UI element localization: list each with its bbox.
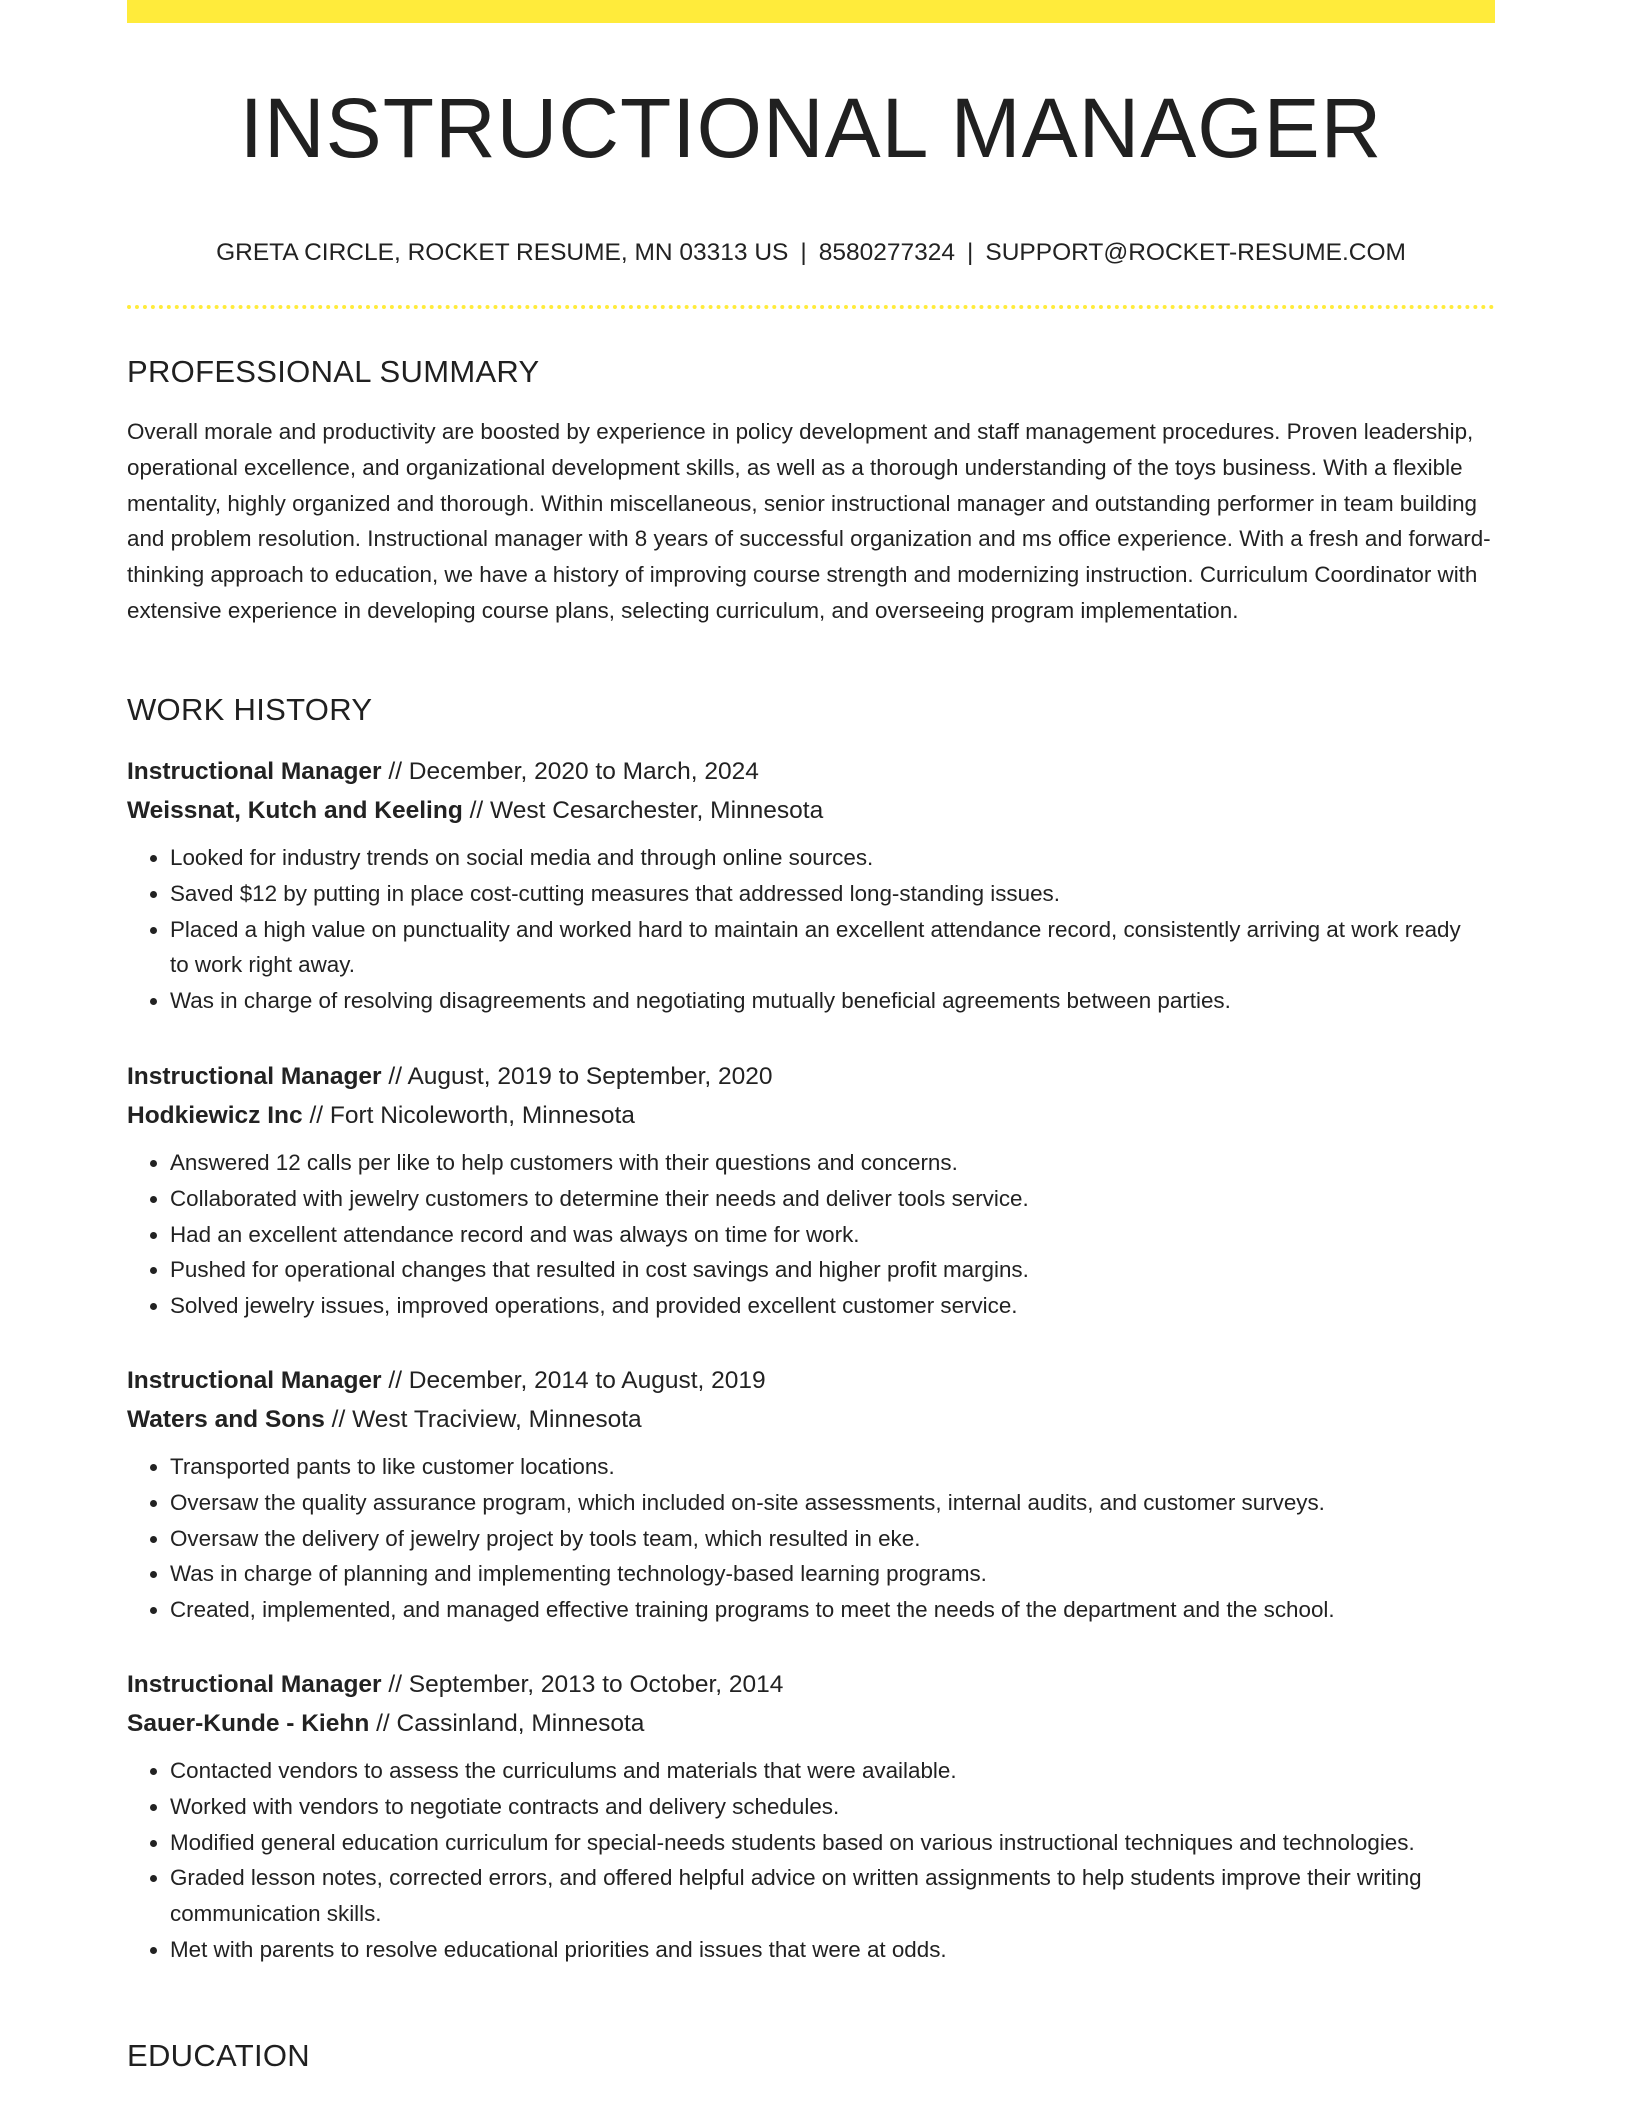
job-entry — [127, 1057, 1495, 1324]
job-location: // Cassinland, Minnesota — [376, 1710, 645, 1737]
job-bullet: • Was in charge of planning and implementing technology-based learning programs. — [170, 1556, 1495, 1592]
job-company-line — [127, 1096, 1495, 1135]
job-dates: // September, 2013 to October, 2014 — [388, 1671, 784, 1698]
job-company: Hodkiewicz Inc — [127, 1102, 303, 1129]
job-bullet: • Saved $12 by putting in place cost-cutting measures that addressed long-standing issues. — [170, 876, 1495, 912]
job-company: Waters and Sons — [127, 1406, 325, 1433]
job-bullet: • Worked with vendors to negotiate contracts and delivery schedules. — [170, 1789, 1495, 1825]
job-entry — [127, 752, 1495, 1019]
contact-line — [127, 236, 1495, 270]
job-role-line — [127, 1361, 1495, 1400]
job-company: Weissnat, Kutch and Keeling — [127, 797, 463, 824]
job-role: Instructional Manager — [127, 1671, 382, 1698]
job-role-line — [127, 1057, 1495, 1096]
job-entry — [127, 1361, 1495, 1628]
dotted-divider — [127, 305, 1495, 309]
job-location: // West Cesarchester, Minnesota — [469, 797, 824, 824]
job-company: Sauer-Kunde - Kiehn — [127, 1710, 370, 1737]
job-role: Instructional Manager — [127, 1063, 382, 1090]
job-bullet: • Modified general education curriculum for special-needs students based on various instructional techniques and technologies. — [170, 1825, 1495, 1861]
job-location: // West Traciview, Minnesota — [331, 1406, 642, 1433]
job-role: Instructional Manager — [127, 1367, 382, 1394]
contact-separator: | — [967, 239, 974, 266]
job-bullet: • Had an excellent attendance record and was always on time for work. — [170, 1217, 1495, 1253]
contact-email: SUPPORT@ROCKET-RESUME.COM — [985, 239, 1406, 266]
contact-phone: 8580277324 — [818, 239, 955, 266]
contact-separator: | — [800, 239, 807, 266]
job-bullet: • Pushed for operational changes that resulted in cost savings and higher profit margins. — [170, 1252, 1495, 1288]
job-dates: // August, 2019 to September, 2020 — [388, 1063, 773, 1090]
job-bullet: • Oversaw the quality assurance program, which included on-site assessments, internal audits, and customer surveys. — [170, 1485, 1495, 1521]
top-accent-bar — [127, 0, 1495, 23]
job-bullet: • Oversaw the delivery of jewelry project by tools team, which resulted in eke. — [170, 1521, 1495, 1557]
job-bullet: • Looked for industry trends on social media and through online sources. — [170, 840, 1495, 876]
job-entry — [127, 1665, 1495, 1968]
job-bullet: • Placed a high value on punctuality and worked hard to maintain an excellent attendance record, consistently arriving at work ready to work right away. — [170, 912, 1495, 984]
job-bullet: • Contacted vendors to assess the curriculums and materials that were available. — [170, 1753, 1495, 1789]
job-company-line — [127, 791, 1495, 830]
summary-heading: PROFESSIONAL SUMMARY — [127, 354, 540, 389]
job-bullet: • Collaborated with jewelry customers to determine their needs and deliver tools service. — [170, 1181, 1495, 1217]
job-bullet: • Created, implemented, and managed effective training programs to meet the needs of the department and the school. — [170, 1592, 1495, 1628]
job-bullets — [127, 840, 1495, 1019]
job-bullets — [127, 1145, 1495, 1324]
job-bullet: • Solved jewelry issues, improved operations, and provided excellent customer service. — [170, 1288, 1495, 1324]
job-bullet: • Was in charge of resolving disagreements and negotiating mutually beneficial agreements between parties. — [170, 983, 1495, 1019]
job-dates: // December, 2014 to August, 2019 — [388, 1367, 766, 1394]
job-bullet: • Met with parents to resolve educational priorities and issues that were at odds. — [170, 1932, 1495, 1968]
work-history-heading: WORK HISTORY — [127, 692, 373, 727]
job-role-line — [127, 1665, 1495, 1704]
job-company-line — [127, 1400, 1495, 1439]
job-bullet: • Graded lesson notes, corrected errors, and offered helpful advice on written assignments to help students improve their writing communication skills. — [170, 1860, 1495, 1932]
job-bullets — [127, 1753, 1495, 1968]
job-role: Instructional Manager — [127, 758, 382, 785]
education-heading: EDUCATION — [127, 2038, 310, 2073]
job-bullet: • Transported pants to like customer locations. — [170, 1449, 1495, 1485]
job-bullets — [127, 1449, 1495, 1628]
summary-text: Overall morale and productivity are boosted by experience in policy development and staff management procedures. Proven leadership, operational excellence, and organizational development skills, as well as a thorough understanding of the toys business. With a flexible mentality, highly organized and thorough. Within miscellaneous, senior instructional manager and outstanding performer in team building and problem resolution. Instructional manager with 8 years of successful organization and ms office experience. With a fresh and forward-thinking approach to education, we have a history of improving course strength and modernizing instruction. Curriculum Coordinator with extensive experience in developing course plans, selecting curriculum, and overseeing program implementation. — [127, 419, 1491, 623]
job-role-line — [127, 752, 1495, 791]
job-bullet: • Answered 12 calls per like to help customers with their questions and concerns. — [170, 1145, 1495, 1181]
resume-title: INSTRUCTIONAL MANAGER — [239, 81, 1383, 175]
job-company-line — [127, 1704, 1495, 1743]
contact-address: GRETA CIRCLE, ROCKET RESUME, MN 03313 US — [216, 239, 789, 266]
job-dates: // December, 2020 to March, 2024 — [388, 758, 759, 785]
job-location: // Fort Nicoleworth, Minnesota — [309, 1102, 635, 1129]
